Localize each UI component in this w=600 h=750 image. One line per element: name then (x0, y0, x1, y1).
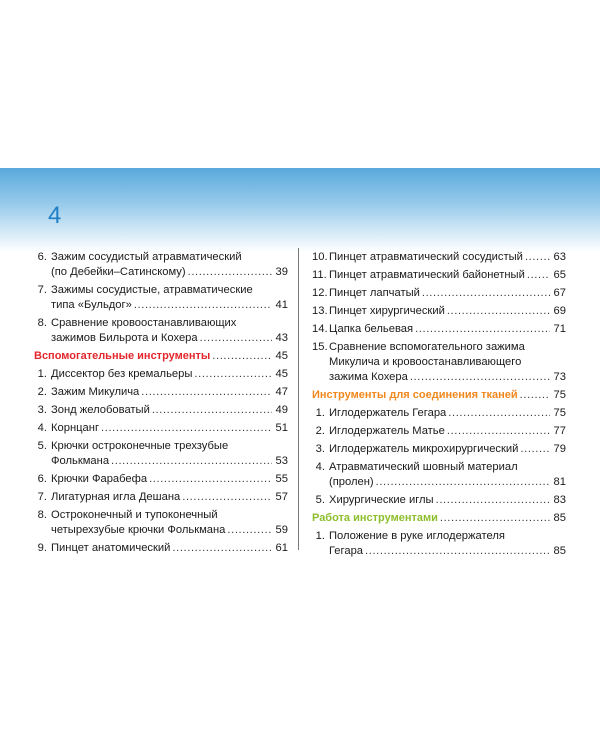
toc-leader-dots (141, 385, 272, 400)
toc-entry-line (34, 421, 288, 436)
toc-entry-line (312, 355, 566, 370)
toc-entry-text: Пинцет лапчатый (329, 287, 420, 299)
toc-page-number: 69 (553, 305, 566, 317)
toc-entry-text: типа «Бульдог» (51, 299, 132, 311)
toc-section-title: Работа инструментами (312, 512, 438, 524)
toc-entry-line (34, 331, 288, 346)
toc-entry (34, 250, 288, 280)
toc-leader-dots (525, 250, 550, 265)
toc-leader-dots (188, 265, 272, 280)
toc-entry (312, 340, 566, 385)
toc-entry-line (312, 340, 566, 355)
toc-leader-dots (447, 304, 550, 319)
toc-page-number: 53 (275, 455, 288, 467)
toc-leader-dots (194, 367, 272, 382)
toc-entry-line (34, 508, 288, 523)
toc-entry-line (34, 298, 288, 313)
page-number: 4 (48, 202, 62, 229)
toc-entry (312, 493, 566, 508)
toc-entry-number: 15. (312, 341, 328, 353)
toc-entry (34, 490, 288, 505)
toc-entry-line (312, 370, 566, 385)
toc-entry-line (34, 403, 288, 418)
toc-leader-dots (212, 349, 272, 364)
toc-page-number: 75 (553, 389, 566, 401)
toc-entry-text: (по Дебейки–Сатинскому) (51, 266, 186, 278)
toc-page-number: 45 (275, 350, 288, 362)
toc-page-number: 39 (275, 266, 288, 278)
toc-entry-line (34, 385, 288, 400)
toc-entry-number: 7. (37, 491, 47, 503)
toc-entry-text: Пинцет атравматический байонетный (329, 269, 525, 281)
toc-page-number: 51 (275, 422, 288, 434)
toc-leader-dots (152, 403, 272, 418)
toc-entry (34, 439, 288, 469)
toc-entry-text: Зажимы сосудистые, атравматические (51, 284, 253, 296)
toc-leader-dots (520, 388, 550, 403)
toc-entry-line (34, 454, 288, 469)
toc-page-number: 71 (553, 323, 566, 335)
toc-entry-number: 8. (37, 509, 47, 521)
toc-page-number: 85 (553, 545, 566, 557)
toc-entry-line (34, 367, 288, 382)
toc-page-number: 73 (553, 371, 566, 383)
toc-leader-dots (520, 442, 550, 457)
toc-entry-text: Сравнение кровоостанавливающих (51, 317, 237, 329)
toc-leader-dots (447, 424, 550, 439)
toc-page-number: 77 (553, 425, 566, 437)
toc-page-number: 43 (275, 332, 288, 344)
toc-entry-line (312, 442, 566, 457)
toc-entry-text: Фолькмана (51, 455, 110, 467)
toc-leader-dots (448, 406, 550, 421)
toc-entry-text: Крючки остроконечные трехзубые (51, 440, 229, 452)
toc-leader-dots (365, 544, 550, 559)
toc-page-number: 49 (275, 404, 288, 416)
toc-leader-dots (376, 475, 550, 490)
toc-page-number: 61 (275, 542, 288, 554)
toc-entry-number: 5. (37, 440, 47, 452)
toc-entry-number: 4. (37, 422, 47, 434)
toc-entry-text: Положение в руке иглодержателя (329, 530, 505, 542)
toc-entry-number: 3. (37, 404, 47, 416)
toc-entry-text: зажимов Бильрота и Кохера (51, 332, 198, 344)
toc-section-line (312, 388, 566, 403)
toc-section-title: Вспомогательные инструменты (34, 350, 211, 362)
toc-entry-line (312, 529, 566, 544)
toc-leader-dots (422, 286, 550, 301)
toc-leader-dots (182, 490, 272, 505)
toc-section-heading (312, 511, 566, 526)
toc-entry (34, 421, 288, 436)
toc-entry (312, 442, 566, 457)
toc-entry-text: четырехзубые крючки Фолькмана (51, 524, 226, 536)
toc-leader-dots (111, 454, 272, 469)
toc-entry-line (312, 493, 566, 508)
toc-leader-dots (134, 298, 272, 313)
toc-entry-text: Атравматический шовный материал (329, 461, 518, 473)
toc-entry-text: Иглодержатель Матье (329, 425, 445, 437)
toc-entry-number: 7. (37, 284, 47, 296)
toc-entry-number: 6. (37, 251, 47, 263)
toc-entry-text: Иглодержатель микрохирургический (329, 443, 519, 455)
toc-page-number: 83 (553, 494, 566, 506)
toc-entry-number: 9. (37, 542, 47, 554)
toc-entry (34, 385, 288, 400)
toc-entry-line (312, 286, 566, 301)
toc-entry-line (34, 472, 288, 487)
toc-page-number: 57 (275, 491, 288, 503)
toc-section-heading (34, 349, 288, 364)
toc-entry-line (34, 490, 288, 505)
toc-entry (34, 508, 288, 538)
toc-entry (34, 367, 288, 382)
toc-entry-number: 13. (312, 305, 328, 317)
toc-entry-line (34, 316, 288, 331)
toc-left-column (34, 250, 288, 559)
toc-entry-number: 14. (312, 323, 328, 335)
toc-entry-line (312, 475, 566, 490)
toc-entry-line (34, 439, 288, 454)
column-divider (298, 248, 299, 550)
toc-entry-text: Зонд желобоватый (51, 404, 150, 416)
toc-entry-line (34, 265, 288, 280)
toc-entry-text: Крючки Фарабефа (51, 473, 148, 485)
toc-entry-line (312, 460, 566, 475)
toc-entry-line (34, 523, 288, 538)
toc-page-number: 81 (553, 476, 566, 488)
toc-page-number: 55 (275, 473, 288, 485)
toc-leader-dots (149, 472, 272, 487)
toc-entry (312, 424, 566, 439)
toc-entry-text: Пинцет анатомический (51, 542, 171, 554)
toc-section-title: Инструменты для соединения тканей (312, 389, 518, 401)
toc-entry-number: 1. (315, 407, 325, 419)
toc-entry-text: Остроконечный и тупоконечный (51, 509, 218, 521)
toc-entry-number: 12. (312, 287, 328, 299)
toc-page-number: 67 (553, 287, 566, 299)
toc-page-number: 47 (275, 386, 288, 398)
toc-entry-number: 2. (315, 425, 325, 437)
toc-section-line (312, 511, 566, 526)
toc-entry-text: Диссектор без кремальеры (51, 368, 193, 380)
toc-entry (312, 322, 566, 337)
toc-entry-number: 5. (315, 494, 325, 506)
toc-entry-line (34, 250, 288, 265)
toc-entry-number: 2. (37, 386, 47, 398)
toc-entry-text: Цапка бельевая (329, 323, 414, 335)
toc-page-number: 63 (553, 251, 566, 263)
toc-entry-number: 10. (312, 251, 328, 263)
toc-entry-number: 1. (315, 530, 325, 542)
toc-leader-dots (436, 493, 550, 508)
toc-entry-text: Лигатурная игла Дешана (51, 491, 181, 503)
toc-page-number: 65 (553, 269, 566, 281)
toc-leader-dots (172, 541, 272, 556)
toc-entry-number: 1. (37, 368, 47, 380)
toc-entry (312, 286, 566, 301)
toc-page-number: 59 (275, 524, 288, 536)
toc-leader-dots (101, 421, 272, 436)
toc-entry-line (312, 250, 566, 265)
toc-page-number: 41 (275, 299, 288, 311)
toc-entry-text: Зажим Микулича (51, 386, 140, 398)
toc-section-line (34, 349, 288, 364)
toc-entry-text: Микулича и кровоостанавливающего (329, 356, 522, 368)
toc-entry-line (312, 424, 566, 439)
toc-leader-dots (200, 331, 272, 346)
toc-entry-text: Гегара (329, 545, 364, 557)
toc-entry-number: 4. (315, 461, 325, 473)
toc-entry-text: Зажим сосудистый атравматический (51, 251, 242, 263)
toc-entry-number: 3. (315, 443, 325, 455)
toc-entry-text: Пинцет атравматический сосудистый (329, 251, 523, 263)
toc-entry-line (34, 283, 288, 298)
toc-leader-dots (227, 523, 272, 538)
toc-entry (34, 541, 288, 556)
toc-entry-number: 6. (37, 473, 47, 485)
toc-entry-text: Пинцет хирургический (329, 305, 445, 317)
toc-right-column (312, 250, 566, 562)
toc-entry (34, 283, 288, 313)
toc-entry-line (312, 406, 566, 421)
toc-entry-line (312, 268, 566, 283)
toc-entry-number: 8. (37, 317, 47, 329)
toc-leader-dots (440, 511, 550, 526)
toc-entry-text: Сравнение вспомогательного зажима (329, 341, 525, 353)
toc-entry-line (312, 544, 566, 559)
toc-section-heading (312, 388, 566, 403)
toc-page-number: 45 (275, 368, 288, 380)
toc-leader-dots (410, 370, 550, 385)
toc-entry-number: 11. (312, 269, 327, 281)
toc-entry-line (312, 322, 566, 337)
toc-entry (312, 250, 566, 265)
toc-entry (34, 316, 288, 346)
toc-entry-line (34, 541, 288, 556)
toc-entry (312, 268, 566, 283)
toc-page-number: 75 (553, 407, 566, 419)
header-gradient-band (0, 168, 600, 252)
toc-page-number: 85 (553, 512, 566, 524)
toc-entry-text: (пролен) (329, 476, 374, 488)
toc-leader-dots (527, 268, 550, 283)
toc-entry (312, 406, 566, 421)
toc-entry-text: Корнцанг (51, 422, 100, 434)
toc-entry (312, 460, 566, 490)
toc-entry (34, 403, 288, 418)
toc-entry-text: зажима Кохера (329, 371, 408, 383)
toc-entry (34, 472, 288, 487)
toc-entry (312, 529, 566, 559)
toc-leader-dots (415, 322, 550, 337)
toc-entry-text: Иглодержатель Гегара (329, 407, 447, 419)
toc-entry (312, 304, 566, 319)
toc-entry-text: Хирургические иглы (329, 494, 434, 506)
toc-entry-line (312, 304, 566, 319)
toc-page-number: 79 (553, 443, 566, 455)
